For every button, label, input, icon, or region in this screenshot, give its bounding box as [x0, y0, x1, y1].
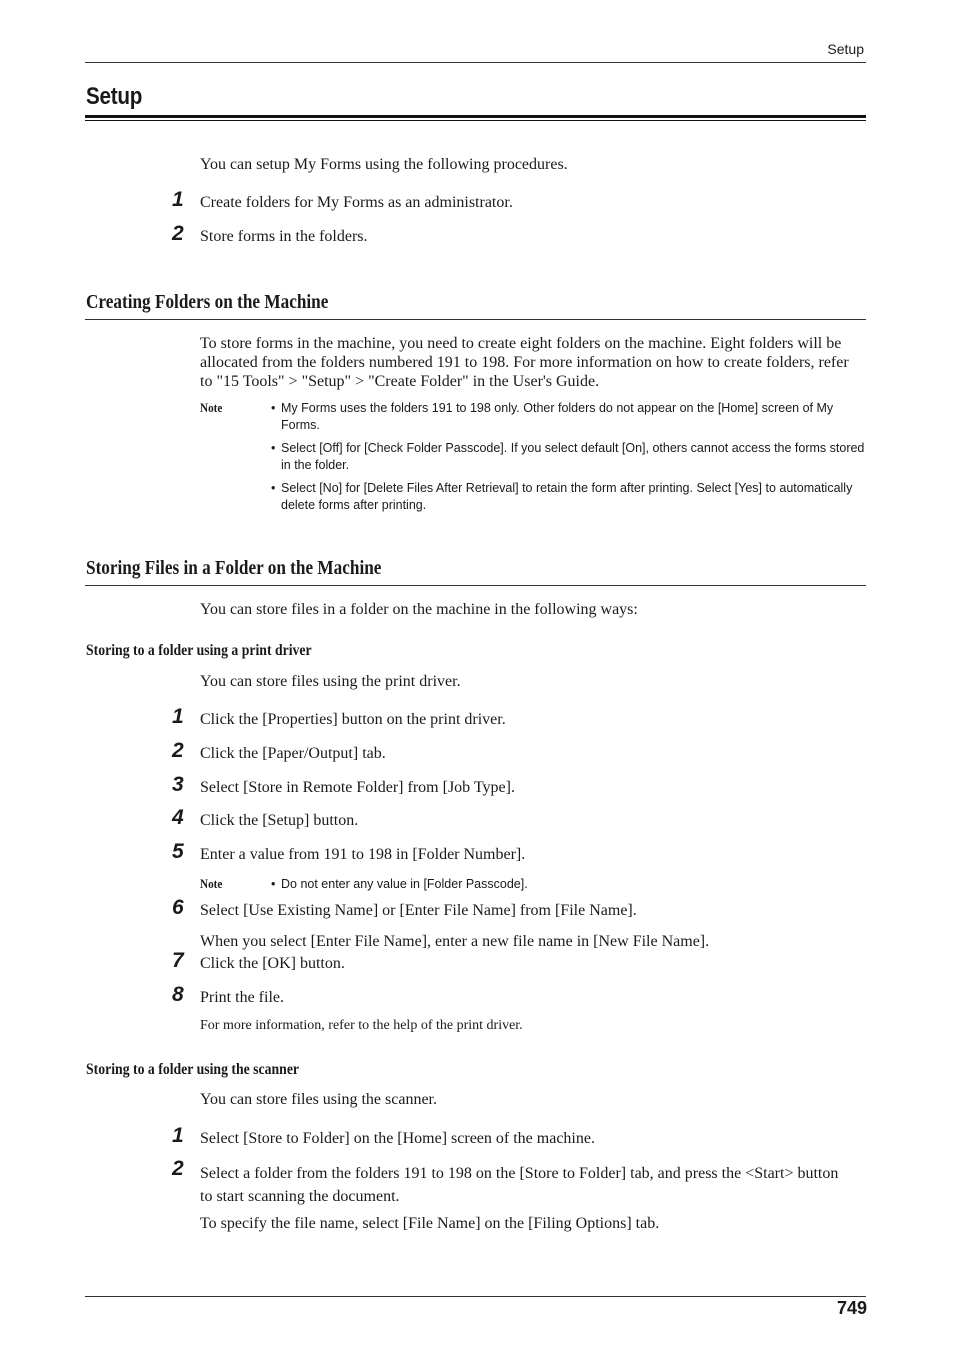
note-item: • Select [Off] for [Check Folder Passcode]. If you select default [On], others cannot access the forms stored in the folder.	[271, 441, 865, 472]
section-rule	[85, 585, 866, 586]
step-text: Select a folder from the folders 191 to 198 on the [Store to Folder] tab, and press the <Start> button to start scanning the document.	[200, 1165, 839, 1205]
step-text: Click the [Setup] button.	[200, 812, 359, 829]
step-number: 1	[172, 1124, 184, 1147]
note-item: • Do not enter any value in [Folder Passcode].	[271, 877, 528, 891]
step-number: 1	[172, 705, 184, 728]
page-title: Setup	[86, 83, 143, 110]
footer-rule	[85, 1296, 866, 1297]
section-rule	[85, 319, 866, 320]
note-text: Select [Off] for [Check Folder Passcode]. If you select default [On], others cannot access the forms stored in the folder.	[281, 441, 865, 472]
step-text: Store forms in the folders.	[200, 228, 368, 245]
running-head: Setup	[827, 41, 864, 57]
header-rule	[85, 62, 866, 63]
step-number: 7	[172, 949, 184, 972]
step-number: 2	[172, 222, 184, 245]
section-heading: Storing Files in a Folder on the Machine	[86, 557, 382, 579]
step-text: Select [Use Existing Name] or [Enter File Name] from [File Name].	[200, 902, 637, 919]
title-rule-thick	[85, 115, 866, 118]
step-followup: To specify the file name, select [File Name] on the [Filing Options] tab.	[200, 1215, 660, 1232]
note-label: Note	[200, 400, 223, 415]
step-number: 3	[172, 773, 184, 796]
step-number: 4	[172, 806, 184, 829]
step-followup: When you select [Enter File Name], enter a new file name in [New File Name].	[200, 933, 710, 950]
note-item: • My Forms uses the folders 191 to 198 only. Other folders do not appear on the [Home] screen of My Forms.	[271, 401, 834, 432]
subsection-intro: You can store files using the print driver.	[200, 673, 461, 690]
note-text: Select [No] for [Delete Files After Retrieval] to retain the form after printing. Select [Yes] to automatically delete forms after printing.	[281, 481, 853, 512]
page-number: 749	[836, 1298, 867, 1318]
step-text: Click the [Properties] button on the print driver.	[200, 711, 506, 728]
section-heading: Creating Folders on the Machine	[86, 291, 329, 313]
subsection-heading: Storing to a folder using the scanner	[86, 1061, 300, 1078]
step-number: 8	[172, 983, 184, 1006]
storing-intro: You can store files in a folder on the machine in the following ways:	[200, 601, 638, 618]
step-text: Enter a value from 191 to 198 in [Folder Number].	[200, 846, 526, 863]
step-number: 6	[172, 896, 184, 919]
step-text: Click the [OK] button.	[200, 955, 345, 972]
step-text: Click the [Paper/Output] tab.	[200, 745, 386, 762]
title-rule-thin	[85, 120, 866, 121]
step-text: Print the file.	[200, 989, 284, 1006]
subsection-heading: Storing to a folder using a print driver	[86, 642, 312, 659]
step-followup: For more information, refer to the help of the print driver.	[200, 1018, 523, 1033]
creating-paragraph: To store forms in the machine, you need to create eight folders on the machine. Eight folders will be allocated from the folders numbered 191 to 198. For more information on how to create folders, refer to "15 Tools" > "Setup" > "Create Folder" in the User's Guide.	[200, 335, 849, 390]
step-number: 5	[172, 840, 184, 863]
subsection-intro: You can store files using the scanner.	[200, 1091, 437, 1108]
step-text: Create folders for My Forms as an administrator.	[200, 194, 513, 211]
step-number: 2	[172, 739, 184, 762]
note-label: Note	[200, 876, 223, 891]
note-text: Do not enter any value in [Folder Passcode].	[281, 877, 528, 891]
step-number: 1	[172, 188, 184, 211]
step-text: Select [Store to Folder] on the [Home] screen of the machine.	[200, 1130, 595, 1147]
note-text: My Forms uses the folders 191 to 198 only. Other folders do not appear on the [Home] screen of My Forms.	[281, 401, 834, 432]
note-item: • Select [No] for [Delete Files After Retrieval] to retain the form after printing. Select [Yes] to automatically delete forms after printing.	[271, 481, 853, 512]
step-number: 2	[172, 1157, 184, 1180]
step-text: Select [Store in Remote Folder] from [Job Type].	[200, 779, 515, 796]
setup-intro: You can setup My Forms using the following procedures.	[200, 156, 568, 173]
